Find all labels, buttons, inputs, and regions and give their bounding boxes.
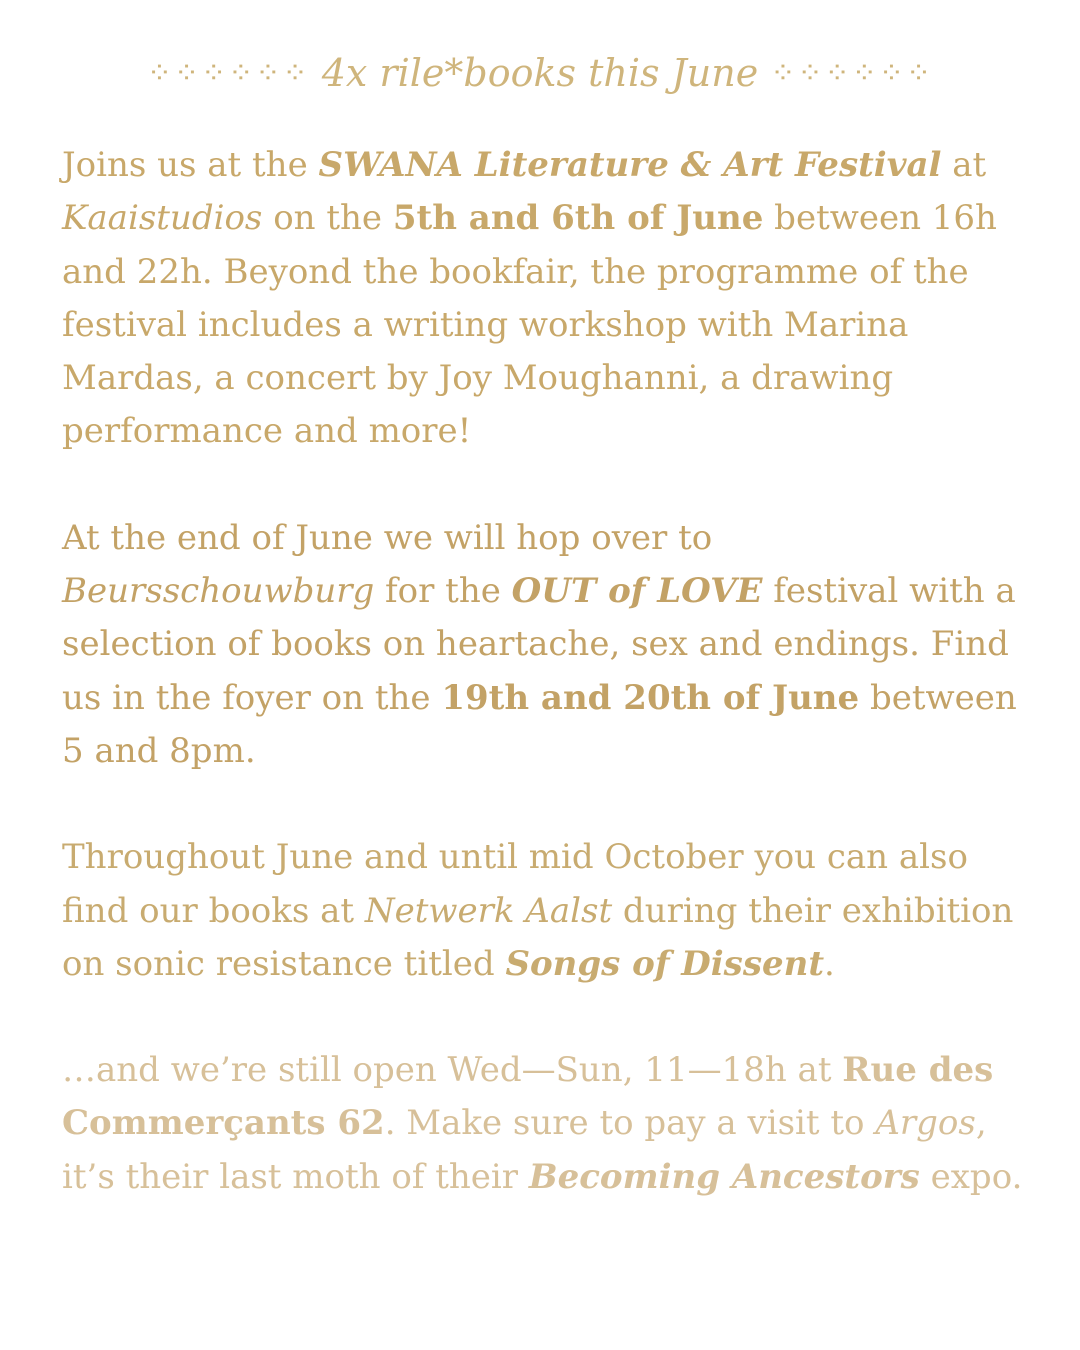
heading-title: 4x rile*books this June	[321, 51, 759, 95]
text: on the	[262, 198, 393, 239]
venue-name: Kaaistudios	[62, 198, 263, 239]
text: between 16h and 22h. Beyond the bookfair, the programme of the festival includes a writing workshop with Marina Mardas, a concert by Joy Moughanni, a drawing performance and more!	[62, 198, 997, 452]
paragraph-swana-festival	[62, 139, 1028, 459]
dots-ornament-right: ⁘⁘⁘⁘⁘⁘	[770, 56, 934, 91]
dots-ornament-left: ⁘⁘⁘⁘⁘⁘	[146, 56, 310, 91]
text: .	[824, 943, 835, 984]
text: Joins us at the	[62, 145, 319, 185]
exhibition-name: Songs of Dissent	[505, 943, 825, 984]
text: between 5 and 8pm.	[62, 677, 1017, 771]
text: , it’s their last moth of their	[62, 1103, 987, 1197]
paragraph-netwerk-aalst	[62, 831, 1028, 991]
text: festival with a selection of books on heartache, sex and endings. Find us in the foyer on the	[62, 571, 1016, 718]
shop-address: Rue des Commerçants 62	[62, 1050, 994, 1144]
text: during their exhibition on sonic resistance titled	[62, 890, 1014, 984]
announcement-heading	[62, 48, 1018, 99]
text: expo.	[919, 1156, 1023, 1197]
text: . Make sure to pay a visit to	[384, 1103, 876, 1144]
text: for the	[374, 571, 512, 612]
text: …and we’re still open Wed—Sun, 11—18h at	[62, 1050, 843, 1091]
venue-name: Argos	[875, 1103, 976, 1144]
event-dates: 5th and 6th of June	[392, 198, 764, 239]
festival-name: SWANA Literature & Art Festival	[318, 145, 942, 185]
festival-name: OUT of LOVE	[511, 571, 763, 612]
venue-name: Beursschouwburg	[62, 571, 375, 612]
venue-name: Netwerk Aalst	[364, 890, 613, 931]
event-dates: 19th and 20th of June	[441, 677, 860, 718]
expo-name: Becoming Ancestors	[528, 1156, 920, 1197]
text: Throughout June and until mid October you can also find our books at	[62, 837, 968, 931]
text: at	[941, 145, 987, 185]
text: At the end of June we will hop over to	[62, 517, 713, 558]
paragraph-out-of-love	[62, 512, 1028, 778]
paragraph-opening-hours	[62, 1044, 1028, 1204]
